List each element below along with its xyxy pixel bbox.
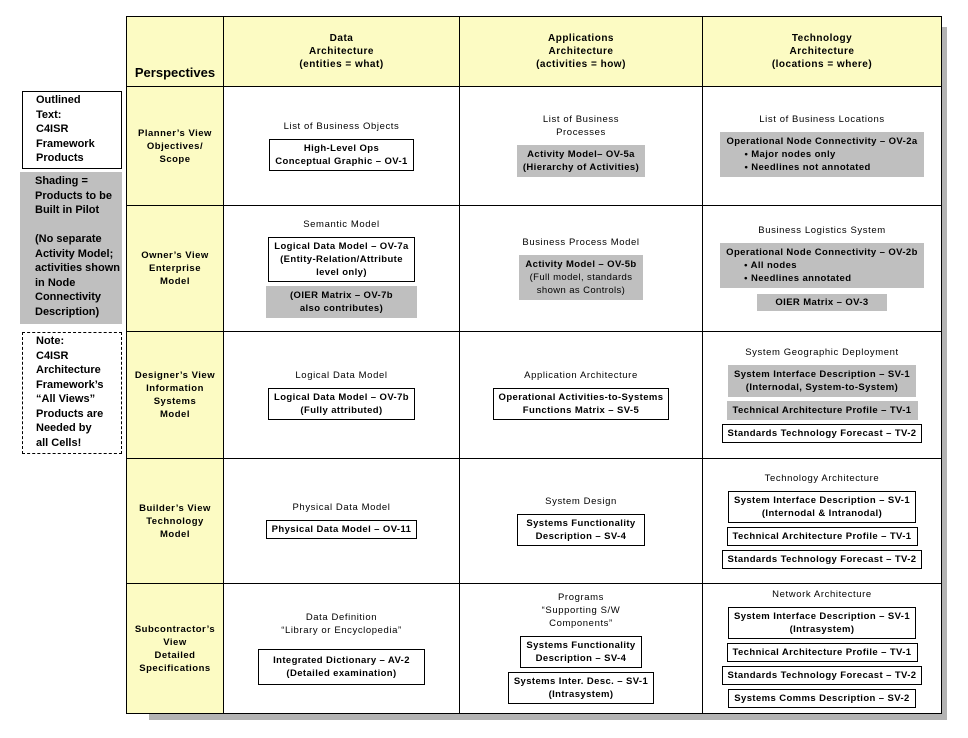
pilot-product-box: Activity Model – OV-5b (Full model, standards shown as Controls) xyxy=(519,255,642,300)
row-label-planner: Planner’s View Objectives/ Scope xyxy=(127,87,224,206)
product-box: Standards Technology Forecast – TV-2 xyxy=(722,424,923,443)
product-box: Integrated Dictionary – AV-2 (Detailed examination) xyxy=(258,649,425,685)
product-box: Systems Inter. Desc. – SV-1 (Intrasystem) xyxy=(508,672,654,704)
data-architecture-header: Data Architecture (entities = what) xyxy=(224,17,460,87)
cell-builder-applications: System Design Systems Functionality Description – SV-4 xyxy=(460,459,703,584)
cell-planner-technology: List of Business Locations Operational Node Connectivity – OV-2a • Major nodes only • Needlines not annotated xyxy=(703,87,942,206)
pilot-product-box: OIER Matrix – OV-3 xyxy=(757,294,886,311)
pilot-product-box: Operational Node Connectivity – OV-2b • All nodes • Needlines annotated xyxy=(720,243,924,288)
pilot-product-box: Technical Architecture Profile – TV-1 xyxy=(727,401,918,420)
cell-owner-technology: Business Logistics System Operational Node Connectivity – OV-2b • All nodes • Needlines annotated OIER Matrix – OV-3 xyxy=(703,206,942,332)
product-box: Physical Data Model – OV-11 xyxy=(266,520,418,539)
cell-owner-data: Semantic Model Logical Data Model – OV-7a (Entity-Relation/Attribute level only) (OIER Matrix – OV-7b also contributes) xyxy=(224,206,460,332)
product-box: Logical Data Model – OV-7a (Entity-Relation/Attribute level only) xyxy=(268,237,414,282)
product-box: System Interface Description – SV-1 (Internodal & Intranodal) xyxy=(728,491,916,523)
cell-designer-technology: System Geographic Deployment System Interface Description – SV-1 (Internodal, System-to-System) Technical Architecture Profile – TV-1 Standards Technology Forecast – TV-2 xyxy=(703,332,942,459)
cell-subcontractor-technology: Network Architecture System Interface Description – SV-1 (Intrasystem) Technical Architecture Profile – TV-1 Standards Technology Forecast – TV-2 Systems Comms Description – SV-2 xyxy=(703,584,942,714)
product-box: High-Level Ops Conceptual Graphic – OV-1 xyxy=(269,139,413,171)
framework-matrix xyxy=(126,16,942,714)
row-label-designer: Designer’s View Information Systems Model xyxy=(127,332,224,459)
product-box: Standards Technology Forecast – TV-2 xyxy=(722,666,923,685)
cell-planner-applications: List of Business Processes Activity Model– OV-5a (Hierarchy of Activities) xyxy=(460,87,703,206)
cell-builder-data: Physical Data Model Physical Data Model – OV-11 xyxy=(224,459,460,584)
product-box: Logical Data Model – OV-7b (Fully attributed) xyxy=(268,388,415,420)
product-box: Operational Activities-to-Systems Functions Matrix – SV-5 xyxy=(493,388,670,420)
applications-architecture-header: Applications Architecture (activities = how) xyxy=(460,17,703,87)
legend-note: Note: C4ISR Architecture Framework’s “All Views” Products are Needed by all Cells! xyxy=(22,332,122,454)
product-box: Systems Functionality Description – SV-4 xyxy=(517,514,644,546)
cell-owner-applications: Business Process Model Activity Model – OV-5b (Full model, standards shown as Controls) xyxy=(460,206,703,332)
product-box: System Interface Description – SV-1 (Intrasystem) xyxy=(728,607,916,639)
cell-designer-data: Logical Data Model Logical Data Model – OV-7b (Fully attributed) xyxy=(224,332,460,459)
product-box: Standards Technology Forecast – TV-2 xyxy=(722,550,923,569)
technology-architecture-header: Technology Architecture (locations = where) xyxy=(703,17,942,87)
cell-subcontractor-data: Data Definition “Library or Encyclopedia” Integrated Dictionary – AV-2 (Detailed examination) xyxy=(224,584,460,714)
pilot-product-box: Operational Node Connectivity – OV-2a • Major nodes only • Needlines not annotated xyxy=(720,132,923,177)
cell-builder-technology: Technology Architecture System Interface Description – SV-1 (Internodal & Intranodal) Technical Architecture Profile – TV-1 Standards Technology Forecast – TV-2 xyxy=(703,459,942,584)
product-box: Systems Comms Description – SV-2 xyxy=(728,689,915,708)
perspectives-header: Perspectives xyxy=(127,17,224,87)
product-box: Technical Architecture Profile – TV-1 xyxy=(727,643,918,662)
legend-shading: Shading = Products to be Built in Pilot (No separate Activity Model; activities shown in Node Connectivity Description) xyxy=(20,172,122,324)
row-label-subcontractor: Subcontractor’s View Detailed Specifications xyxy=(127,584,224,714)
pilot-product-box: (OIER Matrix – OV-7b also contributes) xyxy=(266,286,417,318)
product-box: Systems Functionality Description – SV-4 xyxy=(520,636,641,668)
cell-planner-data: List of Business Objects High-Level Ops Conceptual Graphic – OV-1 xyxy=(224,87,460,206)
row-label-builder: Builder’s View Technology Model xyxy=(127,459,224,584)
cell-designer-applications: Application Architecture Operational Activities-to-Systems Functions Matrix – SV-5 xyxy=(460,332,703,459)
cell-subcontractor-applications: Programs “Supporting S/W Components” Systems Functionality Description – SV-4 Systems Inter. Desc. – SV-1 (Intrasystem) xyxy=(460,584,703,714)
row-label-owner: Owner’s View Enterprise Model xyxy=(127,206,224,332)
pilot-product-box: Activity Model– OV-5a (Hierarchy of Activities) xyxy=(517,145,645,177)
product-box: Technical Architecture Profile – TV-1 xyxy=(727,527,918,546)
legend-outlined-text: Outlined Text: C4ISR Framework Products xyxy=(22,91,122,169)
pilot-product-box: System Interface Description – SV-1 (Internodal, System-to-System) xyxy=(728,365,916,397)
